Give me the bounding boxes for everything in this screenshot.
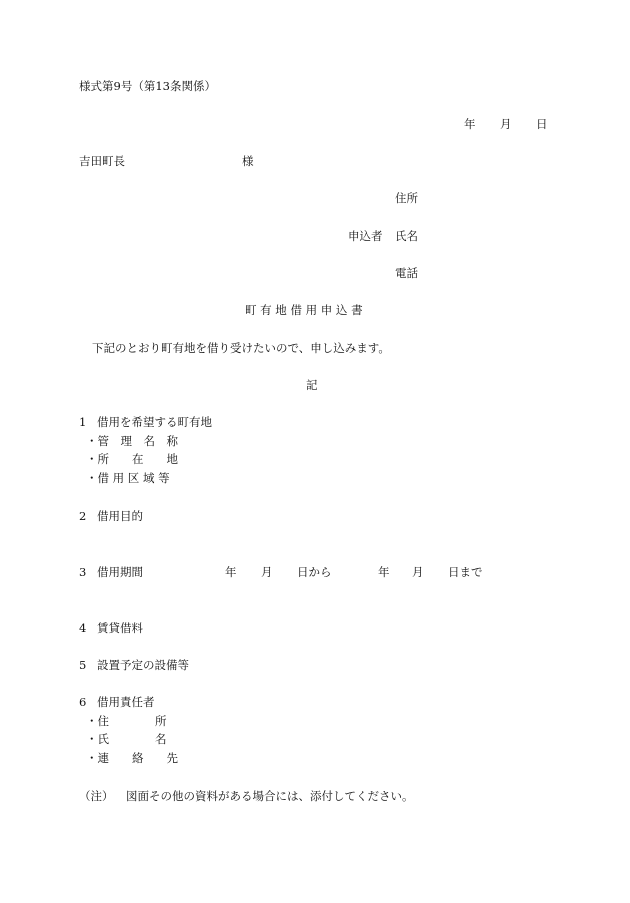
- form-number: 様式第9号（第13条関係）: [79, 79, 216, 93]
- applicant-label: 申込者: [348, 229, 383, 243]
- section-3-number: 3: [79, 565, 87, 579]
- section-4-label: 賃貸借料: [97, 621, 143, 635]
- section-6-item-address: ・住 所: [86, 714, 167, 728]
- section-1-item-location: ・所 在 地: [86, 452, 178, 466]
- section-4-number: 4: [79, 621, 87, 635]
- period-end-month-label: 月: [412, 565, 424, 579]
- section-1-label: 借用を希望する町有地: [97, 415, 212, 429]
- period-start-day-label: 日から: [297, 565, 332, 579]
- date-day-label: 日: [536, 117, 548, 131]
- intro-text: 下記のとおり町有地を借り受けたいので、申し込みます。: [92, 341, 390, 355]
- period-start-month-label: 月: [261, 565, 273, 579]
- note-text: 図面その他の資料がある場合には、添付してください。: [126, 789, 414, 803]
- section-1-item-area: ・借 用 区 域 等: [86, 471, 170, 485]
- period-end-day-label: 日まで: [448, 565, 483, 579]
- applicant-address-label: 住所: [395, 191, 418, 205]
- section-6-item-contact: ・連 絡 先: [86, 751, 178, 765]
- ki-heading: 記: [306, 378, 318, 392]
- section-6-label: 借用責任者: [97, 695, 155, 709]
- addressee-name: 吉田町長: [79, 154, 125, 168]
- section-2-label: 借用目的: [97, 509, 143, 523]
- applicant-name-label: 氏名: [395, 229, 418, 243]
- section-6-item-name: ・氏 名: [86, 732, 167, 746]
- period-end-year-label: 年: [378, 565, 390, 579]
- addressee-honorific: 様: [242, 154, 254, 168]
- document-title: 町 有 地 借 用 申 込 書: [245, 303, 363, 317]
- section-2-number: 2: [79, 509, 87, 523]
- applicant-phone-label: 電話: [395, 266, 418, 280]
- period-start-year-label: 年: [225, 565, 237, 579]
- date-month-label: 月: [500, 117, 512, 131]
- note-label: （注）: [79, 789, 114, 803]
- section-6-number: 6: [79, 695, 87, 709]
- section-3-label: 借用期間: [97, 565, 143, 579]
- section-1-number: 1: [79, 415, 87, 429]
- date-year-label: 年: [464, 117, 476, 131]
- section-5-label: 設置予定の設備等: [97, 658, 189, 672]
- section-1-item-management-name: ・管 理 名 称: [86, 434, 178, 448]
- section-5-number: 5: [79, 658, 87, 672]
